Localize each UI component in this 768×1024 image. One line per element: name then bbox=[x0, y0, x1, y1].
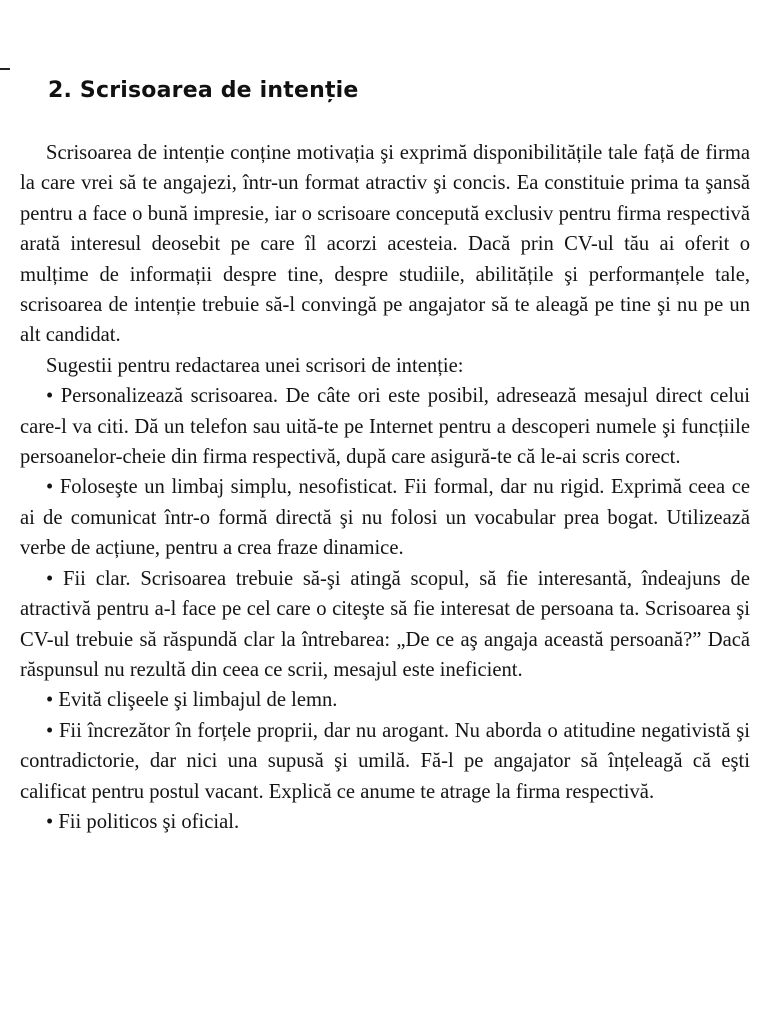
suggestion-simple-language: • Foloseşte un limbaj simplu, nesofisticat. Fii formal, dar nu rigid. Exprimă ceea ce ai de comunicat într-o formă directă şi nu folosi un vocabular prea bogat. Utilizează verbe de acțiune, pentru a crea fraze dinamice. bbox=[20, 476, 750, 560]
suggestion-clear: • Fii clar. Scrisoarea trebuie să-şi atingă scopul, să fie interesantă, îndeajuns de atractivă pentru a-l face pe cel care o citeşte să fie interesat de persoana ta. Scrisoarea şi CV-ul trebuie să răspundă clar la întrebarea: „De ce aş angaja această persoană?” Dacă răspunsul nu rezultă din ceea ce scrii, mesajul este ineficient. bbox=[20, 567, 750, 681]
page-edge-mark bbox=[0, 68, 10, 70]
intro-paragraph: Scrisoarea de intenție conține motivația şi exprimă disponibilitățile tale față de firma la care vrei să te angajezi, într-un format atractiv şi concis. Ea constituie prima ta şansă pentru a face o bună impresie, iar o scrisoare concepută exclusiv pentru firma respectivă arată interesul deosebit pe care îl acorzi acesteia. Dacă prin CV-ul tău ai oferit o mulțime de informații despre tine, despre studiile, abilitățile şi performanțele tale, scrisoarea de intenție trebuie să-l convingă pe angajator să te aleagă pe tine şi nu pe un alt candidat. bbox=[20, 142, 750, 347]
suggestion-polite: • Fii politicos şi oficial. bbox=[46, 810, 240, 833]
suggestions-intro: Sugestii pentru redactarea unei scrisori de intenție: bbox=[46, 354, 464, 377]
suggestion-avoid-cliches: • Evită clişeele şi limbajul de lemn. bbox=[46, 689, 338, 712]
suggestion-personalize: • Personalizează scrisoarea. De câte ori este posibil, adresează mesajul direct celui care-l va citi. Dă un telefon sau uită-te pe Internet pentru a descoperi numele şi funcțiile persoanelor-cheie din firma respectivă, după care asigură-te că le-ai scris corect. bbox=[20, 385, 750, 469]
body-text bbox=[20, 138, 750, 837]
suggestion-confident: • Fii încrezător în forțele proprii, dar nu arogant. Nu aborda o atitudine negativistă şi contradictorie, dar nici una supusă şi umilă. Fă-l pe angajator să înțeleagă că eşti calificat pentru postul vacant. Explică ce anume te atrage la firma respectivă. bbox=[20, 719, 750, 803]
section-heading: 2. Scrisoarea de intenție bbox=[48, 78, 359, 103]
